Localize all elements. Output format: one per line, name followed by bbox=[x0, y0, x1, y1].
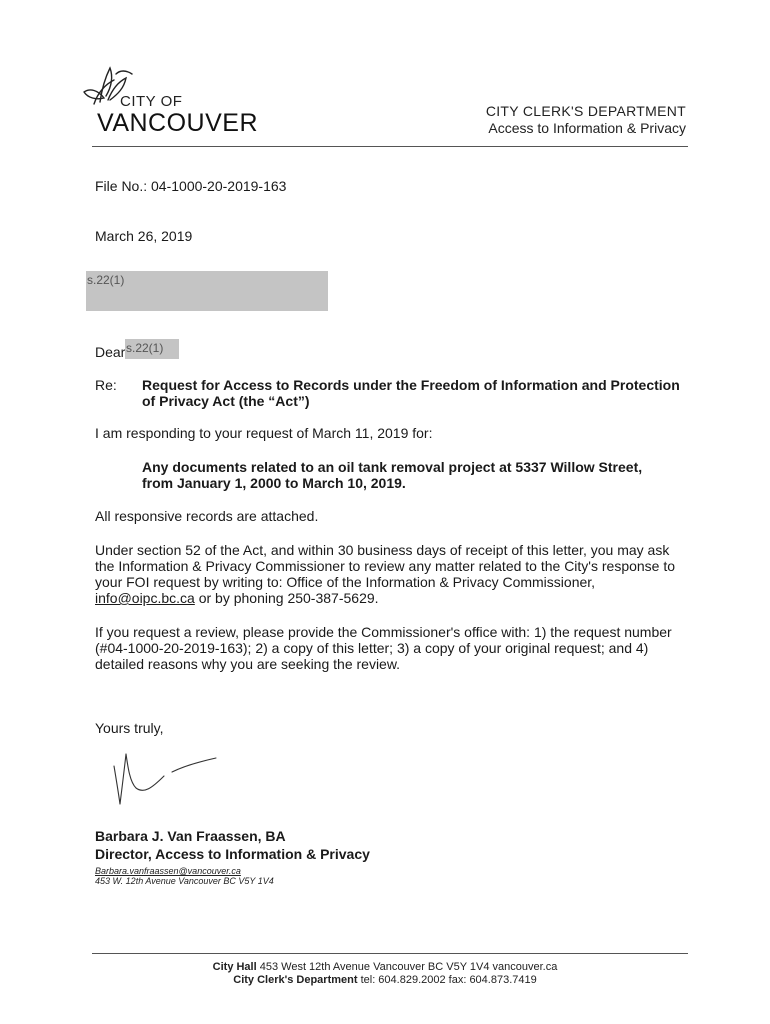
file-number: File No.: 04-1000-20-2019-163 bbox=[95, 178, 287, 194]
footer-city-hall-label: City Hall bbox=[212, 961, 257, 973]
footer-line-1 bbox=[0, 960, 770, 974]
division-name: Access to Information & Privacy bbox=[488, 120, 686, 136]
section52-text: Under section 52 of the Act, and within 30 business days of receipt of this letter, you may ask the Information & Privacy Commissioner to review any matter related to the City's response to your FOI request by writing to: Office of the Information & Privacy Commissioner, bbox=[95, 542, 676, 590]
review-paragraph: If you request a review, please provide the Commissioner's office with: 1) the request number (#04-1000-20-2019-163); 2) a copy of this letter; 3) a copy of your original request; and 4) detailed reasons why you are seeking the review. bbox=[95, 624, 672, 672]
letter-date: March 26, 2019 bbox=[95, 228, 193, 244]
signer-title: Director, Access to Information & Privacy bbox=[95, 846, 370, 862]
closing: Yours truly, bbox=[95, 720, 164, 736]
footer-line-2 bbox=[0, 973, 770, 987]
signer-address: 453 W. 12th Avenue Vancouver BC V5Y 1V4 bbox=[95, 876, 274, 886]
oipc-email-link[interactable]: info@oipc.bc.ca bbox=[95, 590, 195, 606]
footer-divider bbox=[92, 953, 688, 954]
request-text: Any documents related to an oil tank removal project at 5337 Willow Street, from January 1, 2000 to March 10, 2019. bbox=[142, 459, 643, 491]
header-divider bbox=[92, 146, 688, 147]
section52-paragraph bbox=[95, 542, 685, 606]
request-intro: I am responding to your request of March 11, 2019 for: bbox=[95, 425, 433, 441]
footer-department-label: City Clerk's Department bbox=[233, 974, 358, 986]
logo-text-city-of: CITY OF bbox=[120, 93, 183, 110]
logo-text-vancouver: VANCOUVER bbox=[97, 109, 259, 137]
redaction-code: s.22(1) bbox=[87, 273, 125, 287]
redacted-recipient-name bbox=[125, 339, 179, 359]
redaction-code: s.22(1) bbox=[126, 341, 164, 355]
signer-email-link[interactable]: Barbara.vanfraassen@vancouver.ca bbox=[95, 866, 241, 876]
re-label: Re: bbox=[95, 377, 117, 393]
redacted-address-block bbox=[86, 271, 328, 311]
handwritten-signature-icon bbox=[112, 748, 222, 810]
attached-note: All responsive records are attached. bbox=[95, 508, 319, 524]
department-name: CITY CLERK'S DEPARTMENT bbox=[485, 103, 686, 119]
department-block bbox=[486, 103, 686, 137]
section52-text-end: or by phoning 250-387-5629. bbox=[198, 590, 379, 606]
footer-city-hall-address: 453 West 12th Avenue Vancouver BC V5Y 1V4 vancouver.ca bbox=[259, 961, 558, 973]
re-subject: Request for Access to Records under the Freedom of Information and Protection of Privacy Act (the “Act”) bbox=[142, 377, 680, 409]
signer-name: Barbara J. Van Fraassen, BA bbox=[95, 828, 286, 844]
footer-department-contact: tel: 604.829.2002 fax: 604.873.7419 bbox=[360, 974, 537, 986]
salutation: Dear bbox=[95, 344, 126, 360]
